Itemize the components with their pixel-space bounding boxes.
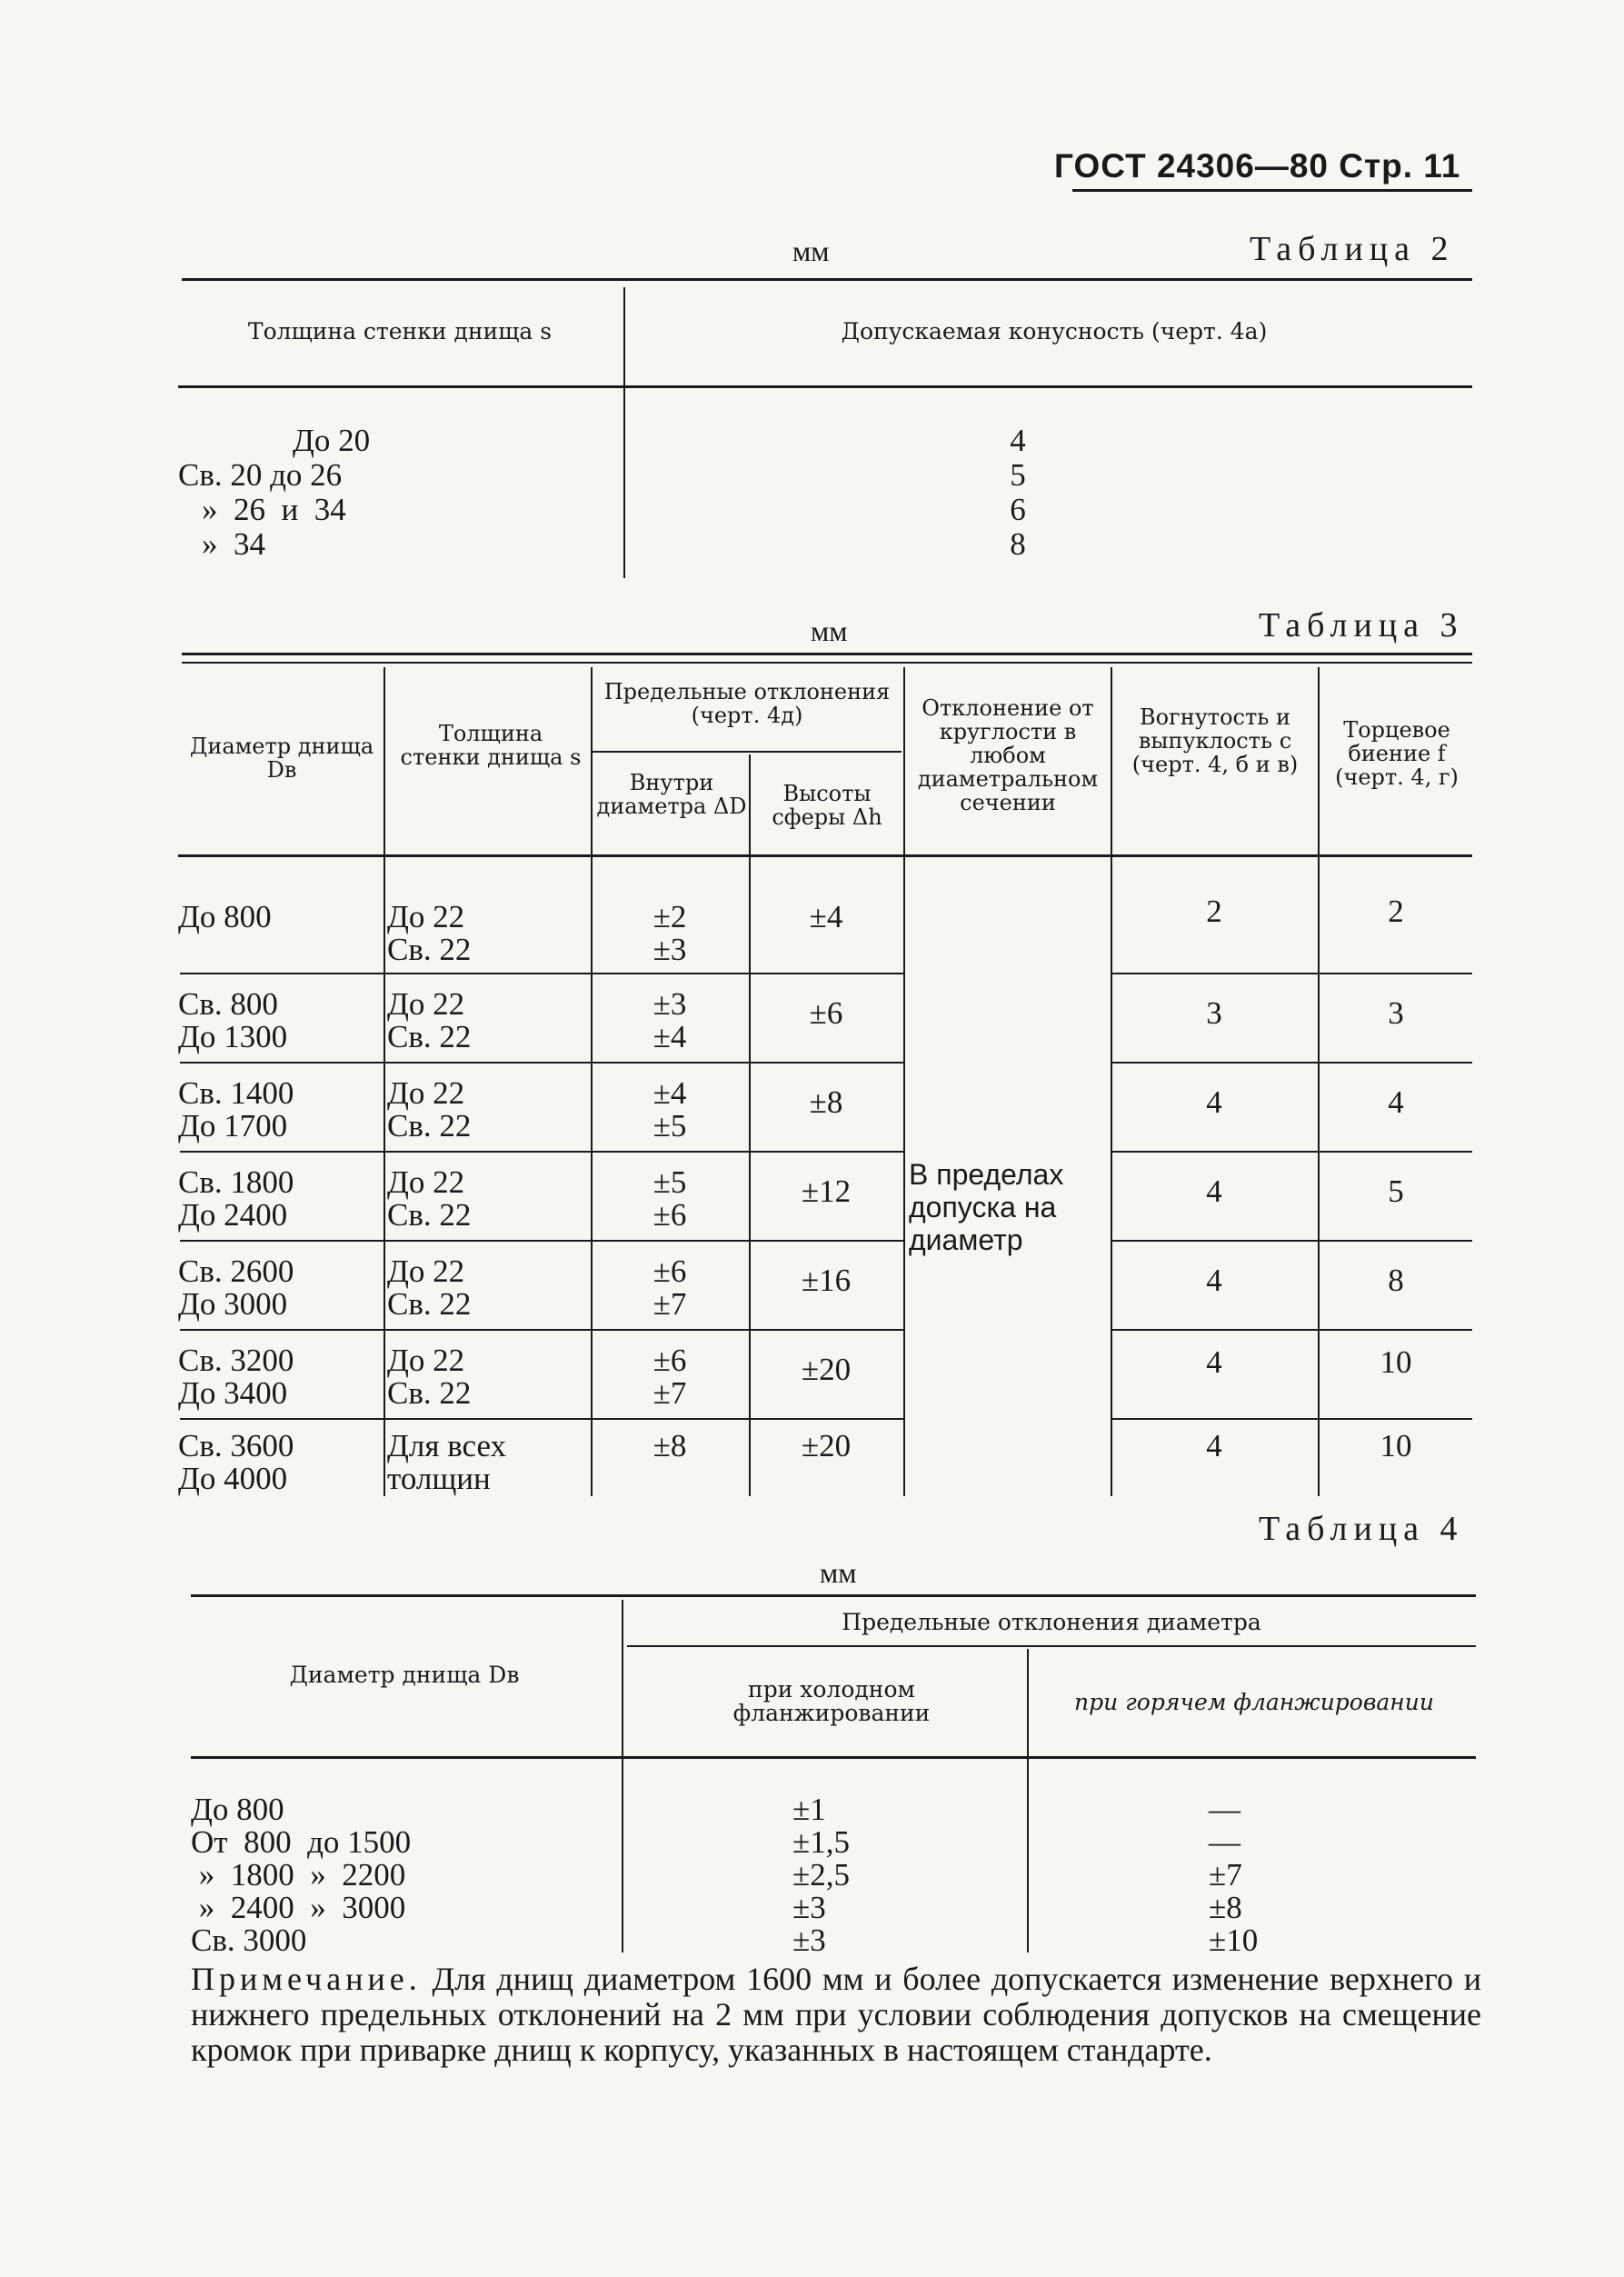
- table-3-row-6-diameter-2: До 3400: [178, 1375, 288, 1411]
- table-3-subheader-rule: [593, 751, 902, 753]
- table-3-row-1-diameter: До 800: [178, 899, 272, 934]
- table-4-vline-2: [1027, 1649, 1029, 1952]
- table-3-row-3-diameter-2: До 1700: [178, 1108, 288, 1143]
- table-3-row-2-inner-1: ±3: [653, 986, 687, 1022]
- table-4-top-rule: [191, 1594, 1476, 1597]
- header-rule: [1072, 189, 1472, 192]
- table-4-row-5-cold: ±3: [792, 1922, 826, 1958]
- table-3-header-roundness: Отклонение от круглости в любом диаметральном сечении: [917, 695, 1099, 815]
- table-3-header-thickness: Толщина стенки днища s: [400, 721, 582, 770]
- table-3-unit: мм: [811, 614, 848, 647]
- table-3-row-sep-3a: [180, 1151, 903, 1153]
- table-4-vline-1: [622, 1600, 623, 1952]
- table-2-row-2-thickness: Св. 20 до 26: [178, 457, 343, 493]
- table-3-row-2-thickness-2: Св. 22: [387, 1019, 472, 1054]
- table-4-row-5-diameter: Св. 3000: [191, 1922, 307, 1958]
- table-4-row-2-diameter: От 800 до 1500: [191, 1824, 412, 1860]
- table-2-col-taper: Допускаемая конусность (черт. 4а): [841, 318, 1268, 345]
- table-2-row-4-value: 8: [1010, 526, 1026, 562]
- table-4-row-2-hot: —: [1209, 1824, 1240, 1860]
- table-4-row-4-diameter: » 2400 » 3000: [191, 1890, 406, 1925]
- table-3-row-2-concavity: 3: [1206, 995, 1222, 1031]
- table-2-row-2-value: 5: [1010, 457, 1026, 493]
- table-2-unit: мм: [792, 235, 830, 267]
- table-3-row-sep-2b: [1111, 1062, 1472, 1064]
- table-3-row-6-runout: 10: [1380, 1344, 1412, 1380]
- table-4-subheader-rule: [627, 1645, 1476, 1647]
- table-3-row-7-diameter-2: До 4000: [178, 1461, 288, 1496]
- table-3-row-6-thickness-2: Св. 22: [387, 1375, 472, 1411]
- table-3-vline-4: [903, 667, 905, 1496]
- table-3-row-7-inner-1: ±8: [653, 1428, 687, 1463]
- table-3-row-3-inner-1: ±4: [653, 1075, 687, 1111]
- table-4-row-4-hot: ±8: [1209, 1890, 1242, 1925]
- table-3-row-5-diameter-2: До 3000: [178, 1286, 288, 1322]
- table-2-row-4-thickness: » 34: [202, 526, 265, 562]
- table-3-row-3-concavity: 4: [1206, 1084, 1222, 1120]
- table-3-row-5-runout: 8: [1388, 1263, 1404, 1298]
- table-2-top-rule: [182, 278, 1472, 281]
- table-3-row-5-thickness-2: Св. 22: [387, 1286, 472, 1322]
- table-4-row-1-diameter: До 800: [191, 1792, 284, 1827]
- table-3-header-end-runout: Торцевое биение f (черт. 4, г): [1335, 717, 1459, 790]
- table-3-row-5-diameter-1: Св. 2600: [178, 1253, 294, 1289]
- table-4-row-5-hot: ±10: [1209, 1922, 1259, 1958]
- table-3-row-4-sphere: ±12: [801, 1173, 852, 1209]
- table-3-row-4-runout: 5: [1388, 1173, 1404, 1209]
- table-3-row-7-diameter-1: Св. 3600: [178, 1428, 294, 1463]
- table-3-row-1-inner-1: ±2: [653, 899, 687, 934]
- table-3-row-4-inner-2: ±6: [653, 1197, 687, 1233]
- table-3-row-sep-3b: [1111, 1151, 1472, 1153]
- table-4-row-3-cold: ±2,5: [792, 1857, 850, 1893]
- table-2-divider: [623, 287, 625, 578]
- table-3-row-6-inner-2: ±7: [653, 1375, 687, 1411]
- table-4-row-2-cold: ±1,5: [792, 1824, 850, 1860]
- table-3-row-5-inner-2: ±7: [653, 1286, 687, 1322]
- table-4-row-1-hot: —: [1209, 1792, 1240, 1827]
- table-3-row-sep-6a: [180, 1418, 903, 1420]
- note-text: Для днищ диаметром 1600 мм и более допускается изменение верхнего и нижнего предельных отклонений на 2 мм при условии соблюдения допусков на смещение кромок при приварке днищ к корпусу, указанных в настоящем стандарте.: [191, 1961, 1481, 2068]
- table-3-row-3-inner-2: ±5: [653, 1108, 687, 1143]
- table-3-row-4-thickness-2: Св. 22: [387, 1197, 472, 1233]
- table-2-row-1-thickness: До 20: [293, 423, 371, 458]
- table-3-row-sep-5a: [180, 1329, 903, 1331]
- table-3-row-5-inner-1: ±6: [653, 1253, 687, 1289]
- table-2-row-3-thickness: » 26 и 34: [202, 492, 346, 527]
- table-3-row-1-runout: 2: [1388, 894, 1404, 929]
- table-3-caption: Таблица 3: [1259, 606, 1464, 644]
- table-3-row-2-diameter-1: Св. 800: [178, 986, 278, 1022]
- table-2-caption: Таблица 2: [1250, 230, 1455, 268]
- table-3-row-7-thickness-2: толщин: [387, 1461, 491, 1496]
- table-4-row-4-cold: ±3: [792, 1890, 826, 1925]
- table-4-header-limit-deviations: Предельные отклонения диаметра: [842, 1609, 1261, 1635]
- table-3-header-inner-diameter: Внутри диаметра ΔD: [596, 770, 747, 819]
- table-3-row-1-concavity: 2: [1206, 894, 1222, 929]
- note-paragraph: [191, 1962, 1481, 2068]
- table-3-row-1-thickness-1: До 22: [387, 899, 465, 934]
- table-3-row-7-thickness-1: Для всех: [387, 1428, 507, 1463]
- table-3-row-sep-5b: [1111, 1329, 1472, 1331]
- table-3-row-4-concavity: 4: [1206, 1173, 1222, 1209]
- table-2-col-thickness: Толщина стенки днища s: [247, 318, 553, 345]
- table-2-header-rule: [178, 385, 1472, 388]
- table-2-row-1-value: 4: [1010, 423, 1026, 458]
- table-3-header-sphere-height: Высоты сферы Δh: [772, 781, 882, 830]
- table-3-header-rule: [178, 854, 1472, 857]
- table-4-caption: Таблица 4: [1259, 1510, 1464, 1548]
- table-3-row-sep-4b: [1111, 1240, 1472, 1242]
- table-3-header-concavity: Вогнутость и выпуклость с (черт. 4, б и в): [1131, 704, 1299, 777]
- table-3-roundness-value: В пределах допуска на диаметр: [909, 1158, 1064, 1256]
- table-4-row-3-hot: ±7: [1209, 1857, 1242, 1893]
- table-3-row-7-sphere: ±20: [801, 1428, 852, 1463]
- table-3-row-2-diameter-2: До 1300: [178, 1019, 288, 1054]
- table-4-header-cold: при холодном фланжировании: [732, 1676, 931, 1726]
- table-3-row-3-runout: 4: [1388, 1084, 1404, 1120]
- table-3-row-7-concavity: 4: [1206, 1428, 1222, 1463]
- table-3-row-2-thickness-1: До 22: [387, 986, 465, 1022]
- table-3-row-4-diameter-1: Св. 1800: [178, 1164, 294, 1200]
- page-header: ГОСТ 24306—80 Стр. 11: [1054, 147, 1461, 185]
- table-3-header-diameter: Диаметр днища Dв: [189, 734, 374, 783]
- table-3-row-4-inner-1: ±5: [653, 1164, 687, 1200]
- table-3-row-sep-6b: [1111, 1418, 1472, 1420]
- table-3-row-1-inner-2: ±3: [653, 932, 687, 967]
- table-3-vline-1: [384, 667, 385, 1496]
- table-4-header-hot: при горячем фланжировании: [1074, 1689, 1434, 1715]
- note-heading: Примечание.: [191, 1961, 422, 1997]
- table-3-top-rule: [182, 653, 1472, 655]
- table-3-top-rule-2: [182, 662, 1472, 664]
- table-3-row-6-sphere: ±20: [801, 1352, 852, 1387]
- table-3-header-limit-deviations: Предельные отклонения (черт. 4д): [603, 679, 891, 728]
- table-3-row-sep-2a: [180, 1062, 903, 1064]
- table-3-row-2-inner-2: ±4: [653, 1019, 687, 1054]
- table-3-row-6-concavity: 4: [1206, 1344, 1222, 1380]
- table-4-header-rule: [191, 1756, 1476, 1759]
- table-3-row-4-thickness-1: До 22: [387, 1164, 465, 1200]
- table-4-row-1-cold: ±1: [792, 1792, 826, 1827]
- table-3-row-sep-4a: [180, 1240, 903, 1242]
- table-3-row-2-runout: 3: [1388, 995, 1404, 1031]
- table-3-row-6-inner-1: ±6: [653, 1343, 687, 1378]
- table-4-unit: мм: [820, 1556, 857, 1589]
- table-4-header-diameter: Диаметр днища Dв: [289, 1662, 520, 1688]
- table-3-row-7-runout: 10: [1380, 1428, 1412, 1463]
- table-3-row-2-sphere: ±6: [809, 995, 843, 1031]
- table-3-row-6-thickness-1: До 22: [387, 1343, 465, 1378]
- table-3-row-6-diameter-1: Св. 3200: [178, 1343, 294, 1378]
- table-3-row-5-sphere: ±16: [801, 1263, 852, 1298]
- table-2-row-3-value: 6: [1010, 492, 1026, 527]
- table-3-row-5-concavity: 4: [1206, 1263, 1222, 1298]
- table-3-row-sep-1a: [180, 973, 903, 974]
- table-4-row-3-diameter: » 1800 » 2200: [191, 1857, 406, 1893]
- table-3-row-3-diameter-1: Св. 1400: [178, 1075, 294, 1111]
- table-3-row-sep-1b: [1111, 973, 1472, 974]
- table-3-row-3-thickness-2: Св. 22: [387, 1108, 472, 1143]
- table-3-row-5-thickness-1: До 22: [387, 1253, 465, 1289]
- table-3-row-3-thickness-1: До 22: [387, 1075, 465, 1111]
- table-3-row-1-sphere: ±4: [809, 899, 843, 934]
- table-3-row-3-sphere: ±8: [809, 1084, 843, 1120]
- table-3-row-4-diameter-2: До 2400: [178, 1197, 288, 1233]
- table-3-row-1-thickness-2: Св. 22: [387, 932, 472, 967]
